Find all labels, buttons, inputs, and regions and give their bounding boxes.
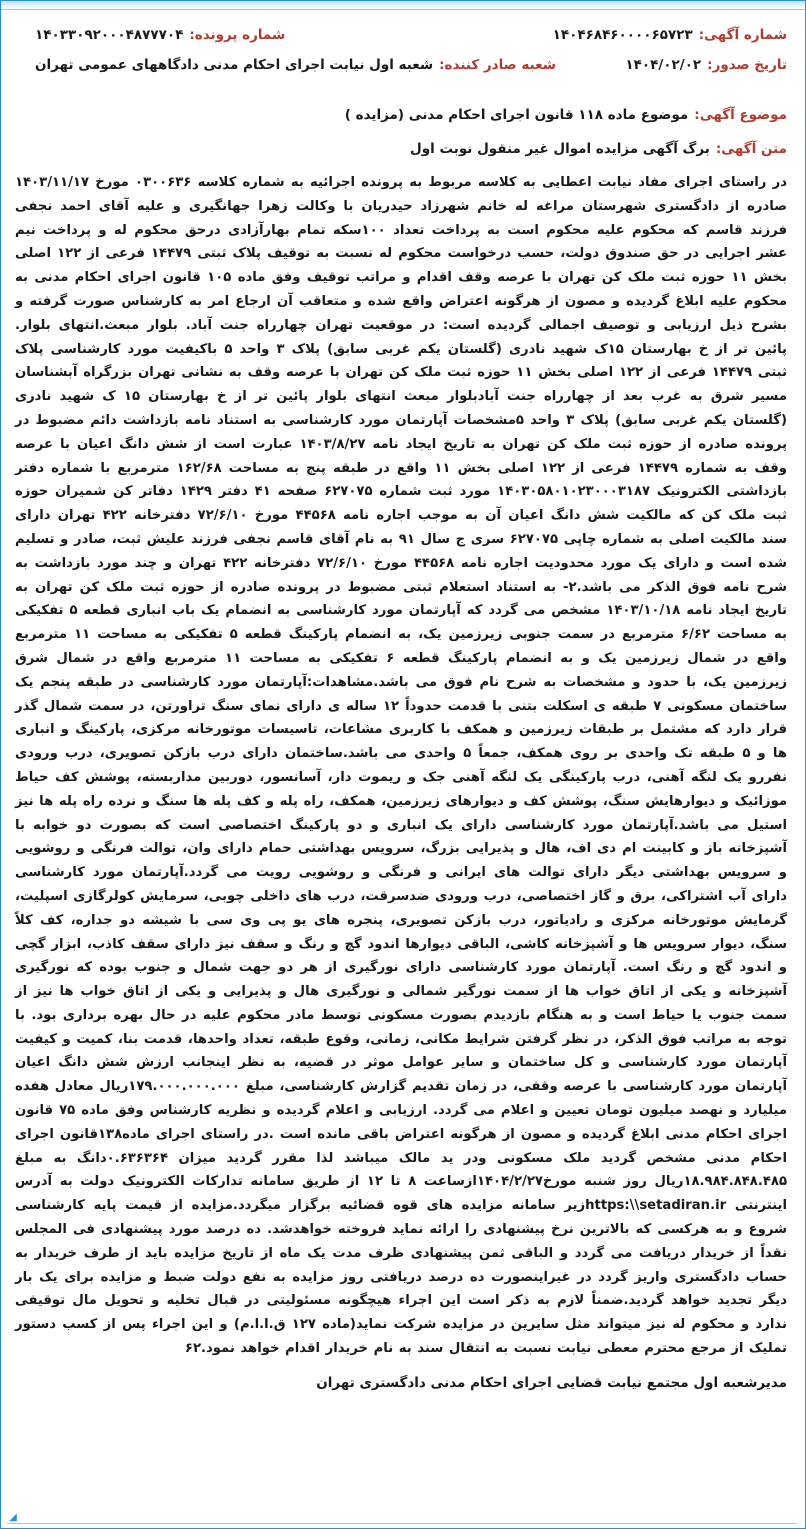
bottom-divider bbox=[7, 1523, 797, 1524]
notice-number bbox=[553, 27, 787, 43]
notice-body: در راستای اجرای مفاد نیابت اعطایی به کلاسه مربوط به پرونده اجرائیه به شماره کلاسه ۰۳۰۰۶۳۶ مورخ ۱۴۰۳/۱۱/۱۷ صادره از دادگستری شهرستان مراغه له خانم شهرزاد حیدریان با وکالت زهرا جهانگیری و علیه آقای احمد نجفی فرزند قاسم که محکوم علیه محکوم است به پرداخت تعداد ۱۰۰سکه تمام بهارآزادی درحق محکوم له و پرداخت نیم عشر اجرایی در حق صندوق دولت، حسب درخواست محکوم له نسبت به توقیف پلاک ثبتی ۱۴۴۷۹ فرعی از ۱۲۲ اصلی بخش ۱۱ حوزه ثبت ملک کن تهران با عرصه وقف اقدام و مراتب توقیف وفق ماده ۱۰۵ قانون اجرای احکام مدنی به محکوم علیه ابلاغ گردیده و مصون از هرگونه اعتراض واقع شده و متعاقب آن ارجاع امر به کارشناس صورت گرفته و بشرح ذیل ارزیابی و توصیف اجمالی گردیده است: در موقعیت تهران چهارراه جنت آباد. بلوار مبعث.انتهای بلوار. پائین تر از خ بهارستان ۱۵ک شهید نادری (گلستان یکم غربی سابق) پلاک ۳ واحد ۵ باکیفیت مورد کارشناسی پلاک ثبتی ۱۴۴۷۹ فرعی از ۱۲۲ اصلی بخش ۱۱ حوزه ثبت ملک کن تهران با عرصه وقف به نشانی تهران بزرگراه آبشناسان مسیر شرق به غرب بعد از چهارراه جنت آبادبلوار مبعث انتهای بلوار پائین تر از خ بهارستان ۱۵ ک شهید نادری (گلستان یکم غربی سابق) پلاک ۳ واحد ۵مشخصات آپارتمان مورد کارشناسی به استناد نامه بازداشت دائم مضبوط در پرونده صادره از حوزه ثبت ملک کن تهران به تاریخ ایجاد نامه ۱۴۰۳/۸/۲۷ عبارت است از شش دانگ اعیان با عرصه وقف به شماره ۱۴۴۷۹ فرعی از ۱۲۲ اصلی بخش ۱۱ واقع در طبقه پنج به مساحت ۱۶۲/۶۸ مترمربع با شماره دفتر بازداشتی الکترونیک ۱۴۰۳۰۵۸۰۱۰۲۳۰۰۰۳۱۸۷ مورد ثبت شماره ۶۲۷۰۷۵ صفحه ۴۱ دفتر ۱۴۲۹ دفاتر کن شمیران حوزه ثبت ملک کن که مالکیت شش دانگ اعیان آن به موجب اجاره نامه ۴۴۵۶۸ مورخ ۷۲/۶/۱۰ دفترخانه ۴۲۲ تهران دارای سند مالکیت اصلی به شماره چاپی ۶۲۷۰۷۵ سری ج سال ۹۱ به نام آقای قاسم نجفی فرزند علیش ثبت، صادر و تسلیم شده است و دارای یک مورد محدودیت اجاره نامه ۴۴۵۶۸ مورخ ۷۲/۶/۱۰ دفترخانه ۴۲۲ تهران و چند مورد بازداشت به شرح نامه فوق الذکر می باشد.۲- به استناد استعلام ثبتی مضبوط در پرونده صادره از حوزه ثبت ملک کن تهران به تاریخ ایجاد نامه ۱۴۰۳/۱۰/۱۸ مشخص می گردد که آپارتمان مورد کارشناسی به انضمام یک باب انباری قطعه ۵ تفکیکی به مساحت ۶/۶۲ مترمربع در سمت جنوبی زیرزمین یک، به انضمام پارکینگ قطعه ۵ تفکیکی به مساحت ۱۱ مترمربع واقع در شمال زیرزمین یک و به انضمام پارکینگ قطعه ۶ تفکیکی به مساحت ۱۱ مترمربع واقع در شمال شرق زیرزمین یک، با حدود و مشخصات به شرح نام فوق می باشد.مشاهدات:آپارتمان مورد کارشناسی در طبقه پنجم یک ساختمان مسکونی ۷ طبقه ی اسکلت بتنی با قدمت حدوداً ۱۲ ساله ی دارای نمای سنگ تراورتن، در سمت شمال گذر قرار دارد که مشتمل بر طبقات زیرزمین و همکف با کاربری مشاعات، تاسیسات موتورخانه مرکزی، پارکینگ و انباری ها و ۵ طبقه تک واحدی بر روی همکف، جمعاً ۵ واحدی می باشد.ساختمان دارای درب بازکن تصویری، درب ورودی نفررو یک لنگه آهنی، درب پارکینگی یک لنگه آهنی جک و ریموت دار، آسانسور، دوربین مداربسته، پوشش کف حیاط موزائیک و دیوارهایش سنگ، پوشش کف و دیوارهای زیرزمین، همکف، راه پله و کف پله ها سنگ و نرده راه پله ها نیز استیل می باشد.آپارتمان مورد کارشناسی دارای یک انباری و دو پارکینگ اختصاصی است که بصورت دو خوابه با آشپزخانه باز و کابینت ام دی اف، هال و پذیرایی بزرگ، سرویس بهداشتی حمام دارای وان، توالت فرنگی و روشویی و سرویس بهداشتی دیگر دارای توالت های ایرانی و فرنگی و روشویی رویت می گردد.آپارتمان مورد کارشناسی دارای آب اشتراکی، برق و گاز اختصاصی، درب ورودی ضدسرقت، درب های داخلی چوبی، سرمایش کولرگازی اسپلیت، گرمایش موتورخانه مرکزی و رادیاتور، درب بازکن تصویری، پنجره های یو پی وی سی با شیشه دو جداره، کف کلاً سنگ، دیوار سرویس ها و آشپزخانه کاشی، الباقی دیوارها اندود گچ و رنگ و سقف نیز دارای سقف کاذب، ابزار گچی و اندود گچ و رنگ است. آپارتمان مورد کارشناسی دارای نورگیری از هر دو جهت شمال و جنوب بوده که نورگیری آشپزخانه و یکی از اتاق خواب ها از سمت نورگیر شمالی و نورگیری هال و پذیرایی و یکی از اتاق خواب ها نیز از سمت جنوب یا حیاط است و به هنگام بازدیدم بصورت مسکونی توسط مادر محکوم علیه در حال بهره برداری بود. با توجه به مراتب فوق الذکر، در نظر گرفتن شرایط مکانی، زمانی، وقوع طبقه، تعداد واحدها، قدمت بنا، کمیت و کیفیت آپارتمان مورد کارشناسی و کل ساختمان و سایر عوامل موثر در قضیه، به نظر اینجانب ارزش شش دانگ اعیان آپارتمان مورد کارشناسی با عرصه وقفی، در زمان تقدیم گزارش کارشناسی، مبلغ ۱۷۹.۰۰۰.۰۰۰.۰۰۰ریال معادل هفده میلیارد و نهصد میلیون تومان تعیین و اعلام می گردد. ارزیابی و اعلام گردیده و نظریه کارشناس وفق ماده ۷۵ قانون اجرای احکام مدنی ابلاغ گردیده و مصون از هرگونه اعتراض باقی مانده است .در راستای اجرای ماده۱۳۸قانون اجرای احکام مدنی مشخص گردید ملک مسکونی ودر ید مالک میباشد لذا مقرر گردید میزان ۰.۶۳۶۳۶۴دانگ به مبلغ ۱۸.۹۸۴.۸۴۸.۴۸۵ریال روز شنبه مورخ۱۴۰۴/۲/۲۷ازساعت ۸ تا ۱۲ از طریق سامانه تدارکات الکترونیک دولت به آدرس اینترنتی https:\\setadiran.irزیر سامانه مزایده های قوه قضائیه برگزار میگردد.مزایده از قیمت پایه کارشناسی شروع و به هرکسی که بالاترین نرخ پیشنهادی را ارائه نماید فروخته خواهدشد. ده درصد مورد پیشنهادی فی المجلس نقداً از خریدار دریافت می گردد و الباقی ثمن پیشنهادی ظرف مدت یک ماه از تاریخ مزایده باید از طرف خریدار به حساب دادگستری واریز گردد در غیراینصورت ده درصد دریافتی روز مزایده به نفع دولت ضبط و مزایده برای یک بار دیگر تجدید خواهد گردید.ضمناً لازم به ذکر است این اجراء هیچگونه مسئولیتی در قبال تخلیه و تحویل مال توقیفی ندارد و محکوم له نیز میتواند مثل سایرین در مزایده شرکت نماید(ماده ۱۲۷ ق.ا.ا.م) و این اجراء پس از کسب دستور تملیک از مرجع محترم معطی نیابت نسبت به انتقال سند به نام خریدار اقدام خواهد نمود.۶۲ bbox=[15, 175, 788, 1357]
notice-title-row bbox=[15, 141, 787, 157]
meta-row-1 bbox=[15, 27, 787, 57]
window-top-bar bbox=[1, 1, 805, 10]
subject-value: موضوع ماده ۱۱۸ قانون اجرای احکام مدنی (مزایده ) bbox=[344, 107, 689, 123]
case-number-label: شماره پرونده: bbox=[189, 27, 286, 43]
issue-date-label: تاریخ صدور: bbox=[707, 57, 787, 73]
notice-title: برگ آگهی مزایده اموال غیر منقول نوبت اول bbox=[410, 141, 710, 157]
notice-number-value: ۱۴۰۴۶۸۴۶۰۰۰۰۶۵۷۲۳ bbox=[552, 27, 693, 43]
subject-label: موضوع آگهی: bbox=[694, 107, 787, 123]
issuer bbox=[35, 57, 556, 73]
issue-date bbox=[625, 57, 787, 73]
case-number-value: ۱۴۰۳۳۰۹۲۰۰۰۴۸۷۷۷۰۴ bbox=[35, 27, 184, 43]
issuer-label: شعبه صادر کننده: bbox=[439, 57, 557, 73]
issue-date-value: ۱۴۰۴/۰۲/۰۲ bbox=[625, 57, 702, 73]
case-number bbox=[35, 27, 285, 43]
signature: مدیرشعبه اول مجتمع نیابت قضایی اجرای احکام مدنی دادگستری تهران bbox=[316, 1374, 787, 1391]
subject-row bbox=[15, 107, 787, 123]
notice-text-label: متن آگهی: bbox=[715, 141, 787, 157]
notice-content bbox=[15, 27, 787, 1391]
meta-row-2 bbox=[15, 57, 787, 87]
notice-number-label: شماره آگهی: bbox=[698, 27, 787, 43]
issuer-value: شعبه اول نیابت اجرای احکام مدنی دادگاههای عمومی تهران bbox=[35, 57, 434, 73]
resize-grip-icon[interactable]: ◢ bbox=[9, 1512, 17, 1523]
